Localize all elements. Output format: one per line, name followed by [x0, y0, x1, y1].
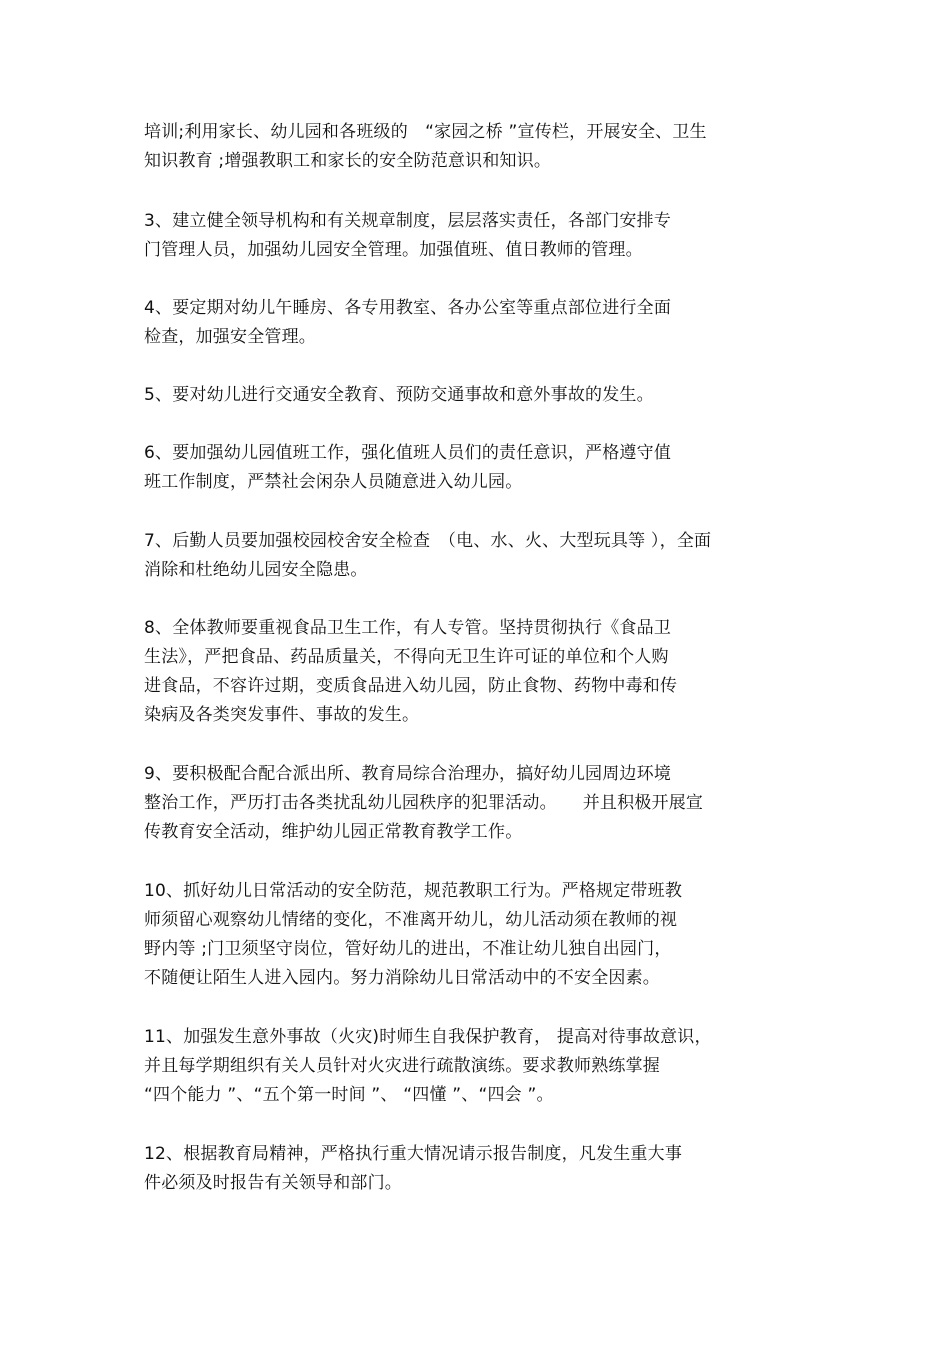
text-line: 件必须及时报告有关领导和部门。 [144, 1173, 402, 1193]
text-line: 12、根据教育局精神，严格执行重大情况请示报告制度，凡发生重大事 [144, 1144, 683, 1164]
paragraph-item-9 [144, 760, 824, 847]
paragraph-intro-continuation [144, 118, 824, 176]
text-line: 并且每学期组织有关人员针对火灾进行疏散演练。要求教师熟练掌握 [144, 1056, 660, 1076]
text-line: 消除和杜绝幼儿园安全隐患。 [144, 560, 368, 580]
paragraph-item-11 [144, 1023, 824, 1110]
text-line: 4、要定期对幼儿午睡房、各专用教室、各办公室等重点部位进行全面 [144, 298, 672, 318]
text-line: 传教育安全活动，维护幼儿园正常教育教学工作。 [144, 822, 523, 842]
paragraph-item-6 [144, 439, 824, 497]
paragraph-item-7 [144, 527, 824, 585]
paragraph-item-5 [144, 381, 824, 410]
text-line: 11、加强发生意外事故（火灾)时师生自我保护教育， 提高对待事故意识， [144, 1027, 712, 1047]
paragraph-item-8 [144, 614, 824, 730]
text-line: 染病及各类突发事件、事故的发生。 [144, 705, 420, 725]
text-line: 10、抓好幼儿日常活动的安全防范，规范教职工行为。严格规定带班教 [144, 881, 683, 901]
text-line: 门管理人员，加强幼儿园安全管理。加强值班、值日教师的管理。 [144, 240, 643, 260]
paragraph-item-12 [144, 1140, 824, 1198]
paragraph-item-4 [144, 294, 824, 352]
text-line: 6、要加强幼儿园值班工作，强化值班人员们的责任意识，严格遵守值 [144, 443, 672, 463]
paragraph-item-10 [144, 877, 824, 993]
text-line: 生法》，严把食品、药品质量关，不得向无卫生许可证的单位和个人购 [144, 647, 669, 667]
text-line: 5、要对幼儿进行交通安全教育、预防交通事故和意外事故的发生。 [144, 385, 654, 405]
text-line: 知识教育 ;增强教职工和家长的安全防范意识和知识。 [144, 151, 552, 171]
text-line: “四个能力 ”、“五个第一时间 ”、 “四懂 ”、“四会 ”。 [144, 1085, 554, 1105]
text-line: 不随便让陌生人进入园内。努力消除幼儿日常活动中的不安全因素。 [144, 968, 660, 988]
text-line: 3、建立健全领导机构和有关规章制度，层层落实责任，各部门安排专 [144, 211, 672, 231]
text-line: 培训;利用家长、幼儿园和各班级的 “家园之桥 ”宣传栏，开展安全、卫生 [144, 122, 707, 142]
paragraph-item-3 [144, 207, 824, 265]
text-line: 野内等 ;门卫须坚守岗位，管好幼儿的进出，不准让幼儿独自出园门， [144, 939, 672, 959]
text-line: 7、后勤人员要加强校园校舍安全检查 （电、水、火、大型玩具等 ），全面 [144, 531, 712, 551]
text-line: 检查，加强安全管理。 [144, 327, 316, 347]
text-line: 班工作制度，严禁社会闲杂人员随意进入幼儿园。 [144, 472, 523, 492]
text-line: 进食品，不容许过期，变质食品进入幼儿园，防止食物、药物中毒和传 [144, 676, 678, 696]
text-line: 师须留心观察幼儿情绪的变化，不准离开幼儿，幼儿活动须在教师的视 [144, 910, 678, 930]
text-line: 整治工作，严历打击各类扰乱幼儿园秩序的犯罪活动。 并且积极开展宣 [144, 793, 704, 813]
text-line: 9、要积极配合配合派出所、教育局综合治理办，搞好幼儿园周边环境 [144, 764, 672, 784]
text-line: 8、全体教师要重视食品卫生工作，有人专管。坚持贯彻执行《食品卫 [144, 618, 672, 638]
